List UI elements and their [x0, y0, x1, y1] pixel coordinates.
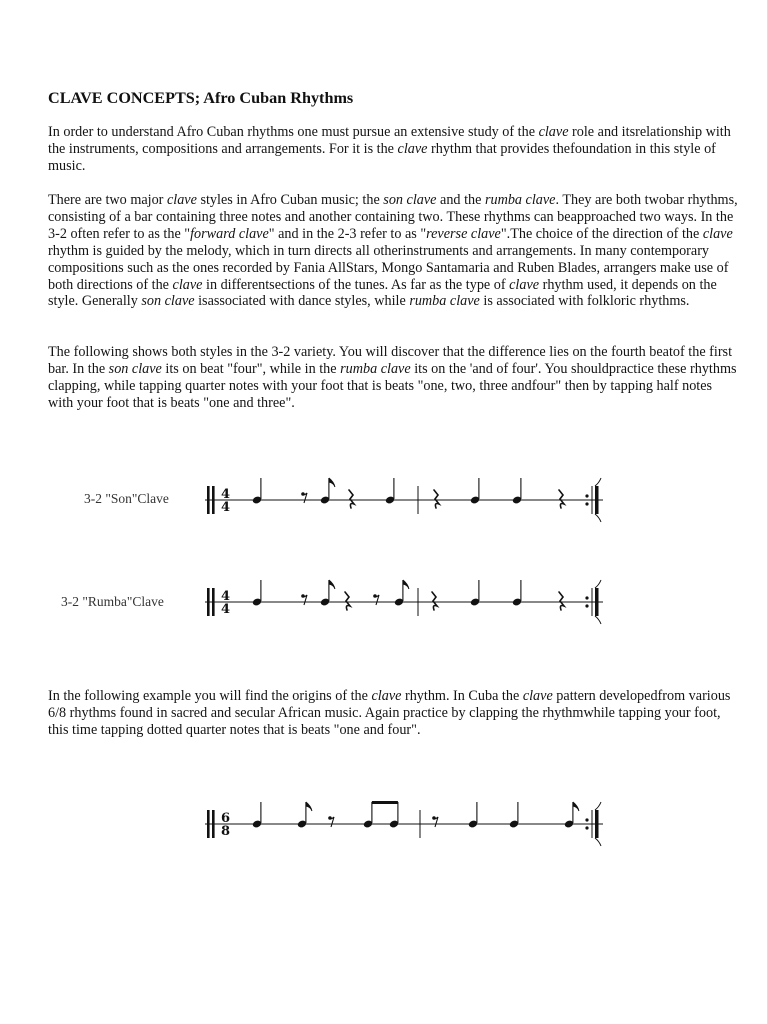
- time-signature-bottom: 8: [221, 824, 231, 839]
- text-run: " and in the 2-3 refer to as ": [268, 225, 427, 242]
- text-run: rhythm that provides the: [427, 140, 571, 157]
- eighth-note: [320, 478, 335, 505]
- paragraph-origins: [48, 688, 738, 739]
- time-signature-top: 4: [221, 487, 231, 502]
- rest-stroke: [303, 595, 307, 605]
- rest-stroke: [303, 493, 307, 503]
- eighth-note: [394, 580, 409, 607]
- quarter-note: [470, 478, 480, 505]
- note-flag: [329, 478, 335, 487]
- quarter-rest: [349, 490, 354, 508]
- italic-term: rumba clave: [340, 360, 411, 377]
- time-signature-top: 4: [221, 589, 231, 604]
- text-run: rhythm used, it depends on the style. Generally: [48, 276, 717, 310]
- italic-term: rumba clave: [484, 192, 556, 208]
- text-run: while tapping your foot, this time tapping dotted quarter notes that is beats "one and four".: [48, 704, 721, 738]
- eighth-rest: [432, 816, 438, 827]
- rest-stroke: [375, 595, 379, 605]
- paragraph-intro: [48, 124, 738, 175]
- quarter-note: [252, 580, 262, 607]
- italic-term: clave: [538, 124, 569, 140]
- text-run: Stars, Mongo Santamaria and Ruben Blades, arrangers make use of both directions of the: [48, 259, 729, 293]
- text-run: is associated with folkloric rhythms.: [479, 293, 690, 310]
- text-run: its on beat "four", while in the: [161, 360, 341, 377]
- text-run: and the: [436, 192, 485, 208]
- text-run: approached two ways. In the 3-2 often refer to as the ": [48, 208, 734, 242]
- rest-stroke: [434, 817, 438, 827]
- note-flag: [573, 802, 579, 811]
- italic-term: clave: [397, 140, 428, 157]
- page-title: CLAVE CONCEPTS; Afro Cuban Rhythms: [48, 89, 354, 107]
- italic-term: clave: [166, 192, 197, 208]
- italic-term: forward clave: [190, 225, 269, 242]
- rumba-clave-label: 3-2 "Rumba"Clave: [61, 594, 164, 609]
- text-run: In order to understand Afro Cuban rhythms one must pursue an extensive study of the: [48, 124, 539, 140]
- quarter-note: [252, 802, 262, 829]
- text-run: sections of the tunes. As far as the type of: [269, 276, 510, 293]
- italic-term: son clave: [141, 293, 195, 310]
- text-run: rhythm. In Cuba the: [401, 688, 523, 704]
- note-beam: [372, 801, 398, 804]
- note-flag: [306, 802, 312, 811]
- eighth-rest: [301, 492, 307, 503]
- italic-term: clave: [702, 225, 733, 242]
- rest-stroke: [330, 817, 334, 827]
- text-line: [48, 688, 658, 704]
- eighth-rest: [301, 594, 307, 605]
- barline-thick: [595, 588, 599, 616]
- text-run: relationship with the instruments, compositions and arrangements. For it is the: [48, 124, 731, 157]
- text-run: foundation in this style of music.: [48, 140, 716, 174]
- quarter-rest: [432, 592, 437, 610]
- repeat-dot: [585, 596, 588, 599]
- paragraph-clave-styles: [48, 192, 738, 310]
- text-run: in different: [202, 276, 270, 293]
- text-run: is: [194, 293, 208, 310]
- repeat-dot: [585, 826, 588, 829]
- italic-term: clave: [522, 688, 553, 704]
- beamed-note: [389, 802, 399, 829]
- text-run: ".: [500, 225, 511, 242]
- text-run: four" then by tapping half notes with your foot that is beats "one and three".: [48, 377, 713, 411]
- quarter-note: [509, 802, 519, 829]
- text-line: [208, 293, 690, 309]
- text-run: role and its: [568, 124, 636, 140]
- son-clave-notation: [205, 475, 615, 525]
- italic-term: reverse clave: [426, 225, 501, 242]
- text-run: There are two major: [48, 192, 167, 208]
- text-run: its on the 'and of four'. You should: [410, 360, 609, 377]
- text-run: of the first bar. In the: [48, 344, 733, 377]
- quarter-note: [470, 580, 480, 607]
- quarter-rest: [434, 490, 439, 508]
- repeat-dot: [585, 818, 588, 821]
- text-run: . They are both two: [555, 192, 666, 208]
- text-run: pattern developed: [552, 688, 658, 704]
- repeat-dot: [585, 494, 588, 497]
- text-line: [48, 192, 666, 208]
- quarter-note: [468, 802, 478, 829]
- text-run: styles in Afro Cuban music; the: [196, 192, 384, 208]
- italic-term: son clave: [108, 360, 162, 377]
- paragraph-3-2-variety: [48, 344, 738, 412]
- text-line: [48, 344, 673, 360]
- text-run: practice these rhythms clapping, while tapping quarter notes with your foot that is beats "one, two, three and: [48, 360, 737, 394]
- italic-term: clave: [371, 688, 402, 704]
- note-flag: [329, 580, 335, 589]
- italic-term: rumba clave: [409, 293, 480, 310]
- text-run: instruments and arrangements. In many contemporary compositions such as the ones recorded by Fania All: [48, 242, 710, 276]
- eighth-note: [320, 580, 335, 607]
- quarter-note: [252, 478, 262, 505]
- quarter-rest: [559, 592, 564, 610]
- quarter-rest: [559, 490, 564, 508]
- rumba-clave-notation: [205, 578, 615, 628]
- text-line: [48, 124, 635, 140]
- eighth-note: [297, 802, 312, 829]
- quarter-note: [385, 478, 395, 505]
- text-run: rhythm is guided by the melody, which in turn directs all other: [48, 242, 403, 259]
- text-run: In the following example you will find the origins of the: [48, 688, 372, 704]
- text-run: bar rhythms, consisting of a bar containing three notes and another containing two. These rhythms can be: [48, 192, 738, 225]
- text-run: from various 6/8 rhythms found in sacred and secular African music. Again practice by clapping the rhythm: [48, 688, 731, 721]
- barline-thick: [595, 486, 599, 514]
- quarter-rest: [345, 592, 350, 610]
- eighth-rest: [328, 816, 334, 827]
- eighth-rest: [373, 594, 379, 605]
- italic-term: clave: [509, 276, 540, 293]
- text-run: The following shows both styles in the 3-2 variety. You will discover that the difference lies on the fourth beat: [48, 344, 673, 360]
- italic-term: clave: [172, 276, 203, 293]
- eighth-note: [564, 802, 579, 829]
- text-run: associated with dance styles, while: [207, 293, 410, 310]
- barline-thick: [595, 810, 599, 838]
- quarter-note: [512, 478, 522, 505]
- repeat-dot: [585, 604, 588, 607]
- repeat-dot: [585, 502, 588, 505]
- text-run: The choice of the direction of the: [510, 225, 703, 242]
- six-eight-notation: [205, 798, 615, 853]
- quarter-note: [512, 580, 522, 607]
- time-signature-top: 6: [221, 811, 231, 826]
- beamed-note: [363, 802, 373, 829]
- note-flag: [403, 580, 409, 589]
- time-signature-bottom: 4: [221, 500, 231, 515]
- italic-term: son clave: [383, 192, 437, 208]
- son-clave-label: 3-2 "Son"Clave: [84, 491, 169, 506]
- time-signature-bottom: 4: [221, 602, 231, 617]
